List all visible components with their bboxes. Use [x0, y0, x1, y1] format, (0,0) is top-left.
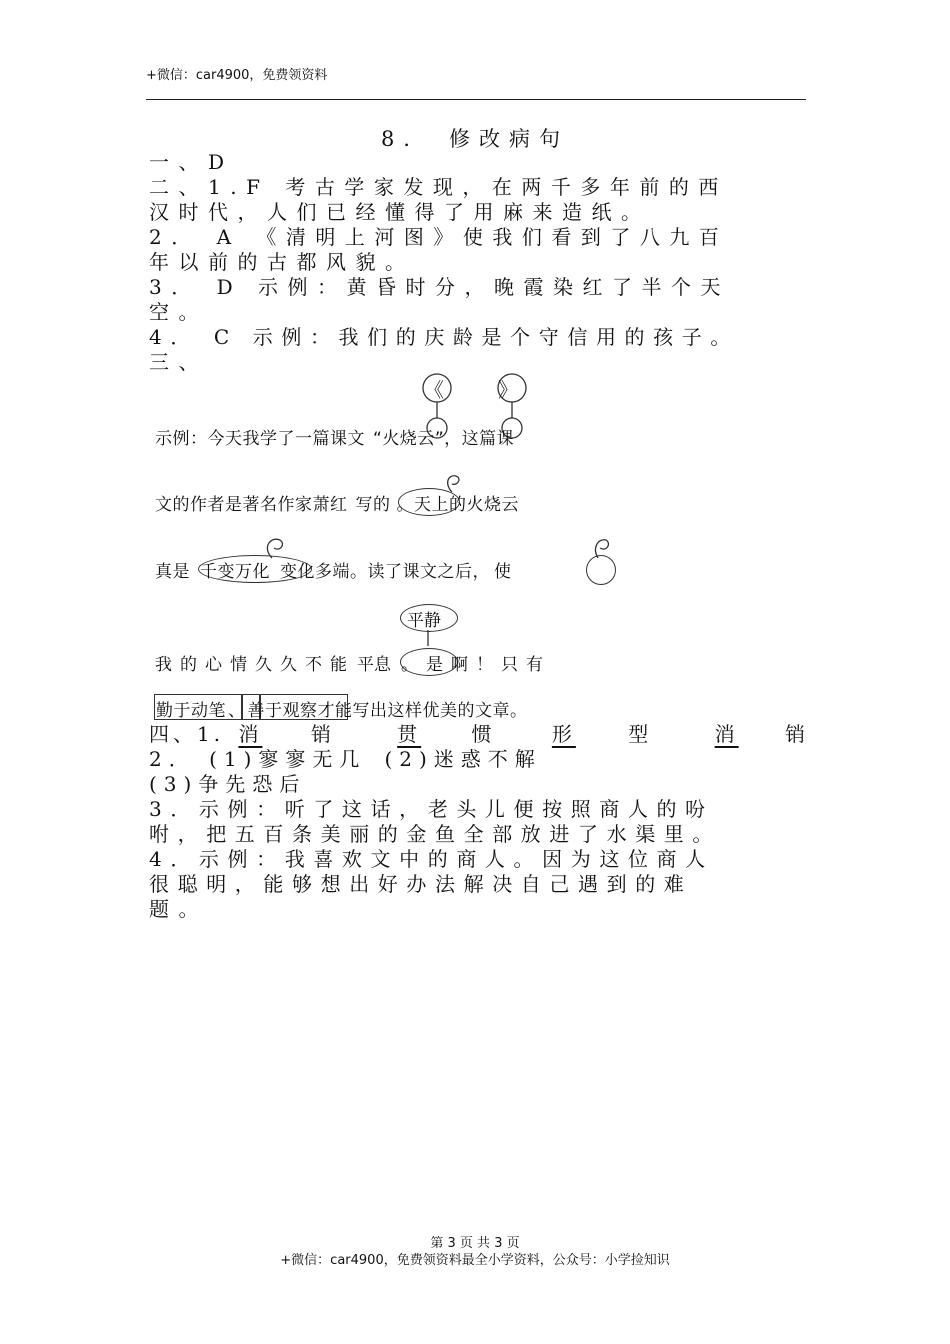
fig-line5-box3: 善于观察 [247, 701, 318, 721]
section4-q1-word-4: 惯 [471, 722, 496, 746]
section4-q4-line2: 很聪明，能够想出好办法解决自己遇到的难 [149, 872, 693, 896]
section4-q3-line1: 3．示例：听了这话，老头儿便按照商人的吩 [149, 797, 714, 821]
fig-line4-prefix: 我的心情久久不能 [155, 655, 355, 675]
section4-q2-line1 [149, 747, 542, 772]
section4-q1-word-7: 消 [714, 722, 739, 746]
section4-q4-line3: 题。 [149, 897, 208, 921]
fig-line1-title: 火烧云 [382, 429, 435, 449]
fig-line1-suffix: ，这篇课 [444, 429, 515, 449]
deletion-ellipse-3 [586, 555, 616, 585]
fig-line1-quote-open: “ [373, 429, 383, 449]
fig-line5-box2: 、 [228, 701, 246, 721]
fig-line5-suffix: 才能写出这样优美的文章。 [317, 701, 528, 721]
close-book-mark: 》 [498, 378, 518, 402]
section4-q2-part2: (2)迷惑不解 [384, 747, 542, 771]
fig-line4-replaced: 平息 [357, 655, 391, 675]
section2-q3-line1: 3． D 示例：黄昏时分，晚霞染红了半个天 [149, 275, 730, 299]
section4-q1-word-5: 形 [551, 722, 576, 746]
fig-line2-suffix: 。天上的火烧云 [396, 495, 519, 515]
section4-q1 [149, 722, 809, 747]
fig-line3-deleted2: 使 [494, 562, 512, 582]
section2-q2-line1: 2． A 《清明上河图》使我们看到了八九百 [149, 225, 729, 249]
fig-line2-prefix: 文的作者是著名作家萧红 [155, 495, 348, 515]
section1-answer: 一、D [149, 150, 234, 174]
section4-q1-word-6: 型 [628, 722, 653, 746]
page-title: 8． 修改病句 [380, 127, 570, 151]
section2-q2-line2: 年以前的古都风貌。 [149, 250, 415, 274]
fig-line3 [155, 557, 512, 582]
fig-line1-prefix: 示例：今天我学了一篇课文 [155, 429, 365, 449]
fig-line1-quote-close: ” [434, 429, 445, 449]
section4-q4-line1: 4．示例：我喜欢文中的商人。因为这位商人 [149, 847, 714, 871]
section4-q2-line2: (3)争先恐后 [149, 772, 307, 796]
fig-line4-suffix: 。是啊！只有 [401, 655, 551, 675]
section2-q3-line2: 空。 [149, 300, 208, 324]
section2-q1-line1: 二、1.F 考古学家发现，在两千多年前的西 [149, 175, 728, 199]
header-watermark: +微信：car4900，免费领资料 [146, 68, 328, 83]
fig-line2 [155, 490, 519, 515]
section3-label: 三、 [149, 350, 208, 374]
section4-q2-label: 2． [149, 747, 210, 771]
section2-q4: 4． C 示例：我们的庆龄是个守信用的孩子。 [149, 325, 739, 349]
fig-line1 [155, 424, 514, 449]
footer-watermark: +微信：car4900，免费领资料最全小学资料，公众号：小学捡知识 [280, 1253, 670, 1268]
section4-q1-label: 四、1. [149, 722, 225, 746]
section4-q1-word-8: 销 [784, 722, 809, 746]
fig-line4 [155, 650, 551, 675]
fig-line4-insert: 平静 [407, 611, 441, 631]
section4-q1-word-2: 销 [310, 722, 335, 746]
page-number: 第 3 页 共 3 页 [430, 1236, 520, 1251]
open-book-mark: 《 [424, 378, 444, 402]
section2-q1-line2: 汉时代，人们已经懂得了用麻来造纸。 [149, 200, 651, 224]
fig-line3-deleted: 千变万化 [200, 562, 270, 582]
fig-line3-middle: 变化多端。读了课文之后， [280, 562, 490, 582]
section4-q1-word-3: 贯 [397, 722, 422, 746]
section4-q2-part1: (1)寥寥无几 [209, 747, 367, 771]
fig-line5-box1: 勤于动笔 [156, 701, 226, 721]
section4-q3-line2: 咐，把五百条美丽的金鱼全部放进了水渠里。 [149, 822, 721, 846]
section4-q1-word-1: 消 [238, 722, 263, 746]
fig-line5 [156, 696, 528, 721]
fig-line2-deleted: 写的 [355, 495, 391, 515]
fig-line3-prefix: 真是 [155, 562, 190, 582]
